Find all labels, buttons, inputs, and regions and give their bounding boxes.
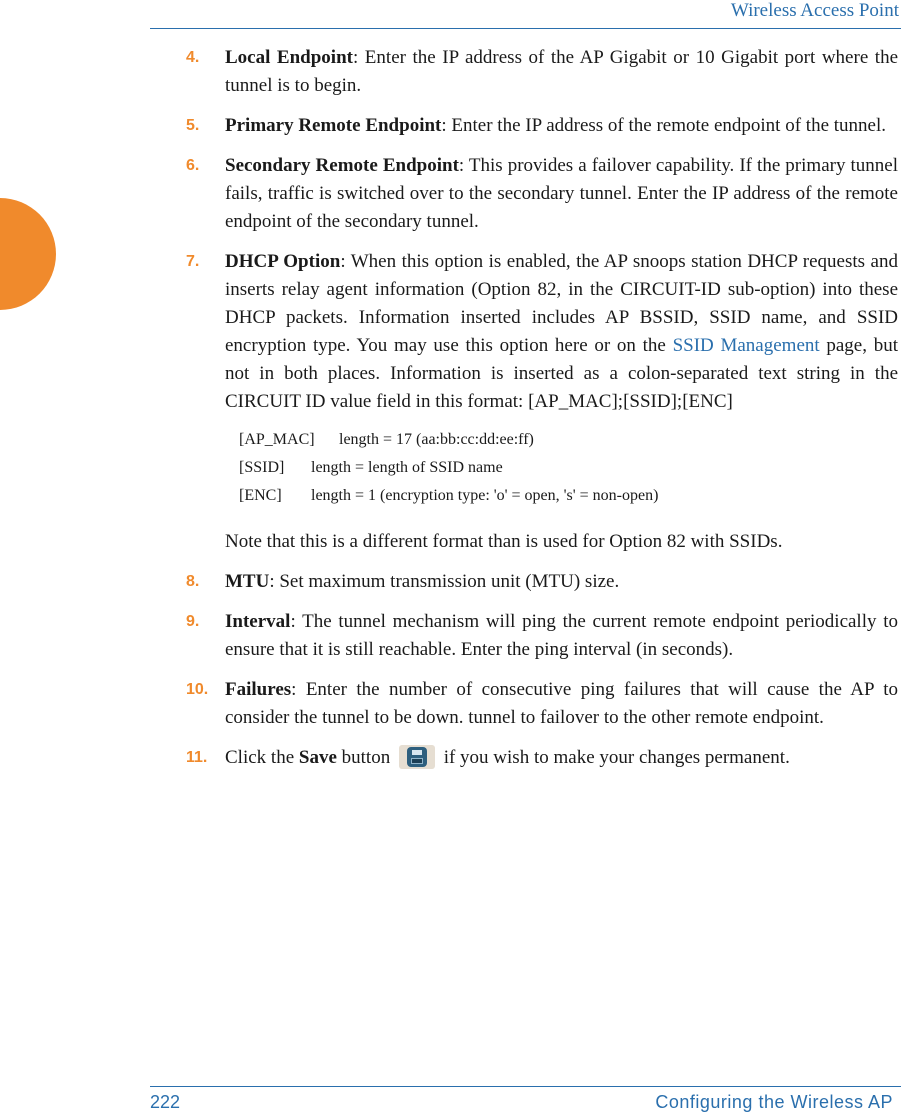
format-note: Note that this is a different format than is used for Option 82 with SSIDs. <box>225 531 783 552</box>
step-number: 11. <box>186 749 208 766</box>
step-term: Local Endpoint <box>225 47 353 68</box>
step-text: : Set maximum transmission unit (MTU) size. <box>269 571 620 592</box>
format-table <box>239 426 898 510</box>
footer-rule <box>150 1086 901 1087</box>
step-10 <box>186 676 898 732</box>
step-text: : Enter the IP address of the remote endpoint of the tunnel. <box>441 115 886 136</box>
step-number: 4. <box>186 49 200 66</box>
step-number: 10. <box>186 681 209 698</box>
format-key: [SSID] <box>239 459 285 476</box>
format-value: length = length of SSID name <box>311 459 503 476</box>
step-text: button <box>336 747 395 768</box>
header-rule <box>150 28 901 29</box>
step-text: Click the <box>225 747 299 768</box>
step-number: 6. <box>186 157 200 174</box>
step-number: 8. <box>186 573 200 590</box>
step-11 <box>186 744 898 772</box>
page-number: 222 <box>150 1092 181 1112</box>
save-button[interactable] <box>399 745 435 769</box>
step-text: : This provides a failover capability. If the primary tunnel fails, traffic is switched over to the secondary tunnel. Enter the IP address of the remote endpoint of the secondary tunnel. <box>225 155 898 232</box>
running-header-title: Wireless Access Point <box>730 0 899 21</box>
step-text: : Enter the number of consecutive ping failures that will cause the AP to consider the tunnel to be down. tunnel to failover to the other remote endpoint. <box>225 679 898 728</box>
step-4 <box>186 44 898 100</box>
step-6 <box>186 152 898 236</box>
step-text: page, but not in both places. Information is inserted as a colon-separated text string in the CIRCUIT ID value field in this format: [AP_MAC];[SSID];[ENC] <box>225 335 898 412</box>
step-text: : The tunnel mechanism will ping the current remote endpoint periodically to ensure that it is still reachable. Enter the ping interval (in seconds). <box>225 611 898 660</box>
format-value: length = 17 (aa:bb:cc:dd:ee:ff) <box>339 431 534 448</box>
save-disk-icon <box>407 747 427 767</box>
format-row <box>239 454 898 482</box>
format-key: [AP_MAC] <box>239 431 315 448</box>
step-text: : Enter the IP address of the AP Gigabit or 10 Gigabit port where the tunnel is to begin. <box>225 47 899 96</box>
format-row <box>239 482 898 510</box>
main-content <box>186 44 898 784</box>
step-number: 9. <box>186 613 200 630</box>
step-number: 5. <box>186 117 200 134</box>
step-term: Primary Remote Endpoint <box>225 115 442 136</box>
ssid-management-link[interactable]: SSID Management <box>672 335 820 356</box>
step-text: : When this option is enabled, the AP snoops station DHCP requests and inserts relay agent information (Option 82, in the CIRCUIT-ID sub-option) into these DHCP packets. Information inserted includes AP BSSID, SSID name, and SSID encryption type. You may use this option here or on the <box>225 251 898 356</box>
format-value: length = 1 (encryption type: 'o' = open, 's' = non-open) <box>311 487 659 504</box>
step-term: Save <box>298 747 337 768</box>
format-row <box>239 426 898 454</box>
step-term: Interval <box>225 611 291 632</box>
step-5 <box>186 112 898 140</box>
step-8 <box>186 568 898 596</box>
step-term: MTU <box>225 571 270 592</box>
step-9 <box>186 608 898 664</box>
step-term: Secondary Remote Endpoint <box>225 155 459 176</box>
step-term: Failures <box>225 679 292 700</box>
step-text: if you wish to make your changes permanent. <box>438 747 790 768</box>
format-key: [ENC] <box>239 487 282 504</box>
step-number: 7. <box>186 253 200 270</box>
footer-chapter-title: Configuring the Wireless AP <box>655 1092 893 1112</box>
chapter-tab-marker <box>0 198 56 310</box>
step-term: DHCP Option <box>225 251 341 272</box>
step-7 <box>186 248 898 510</box>
